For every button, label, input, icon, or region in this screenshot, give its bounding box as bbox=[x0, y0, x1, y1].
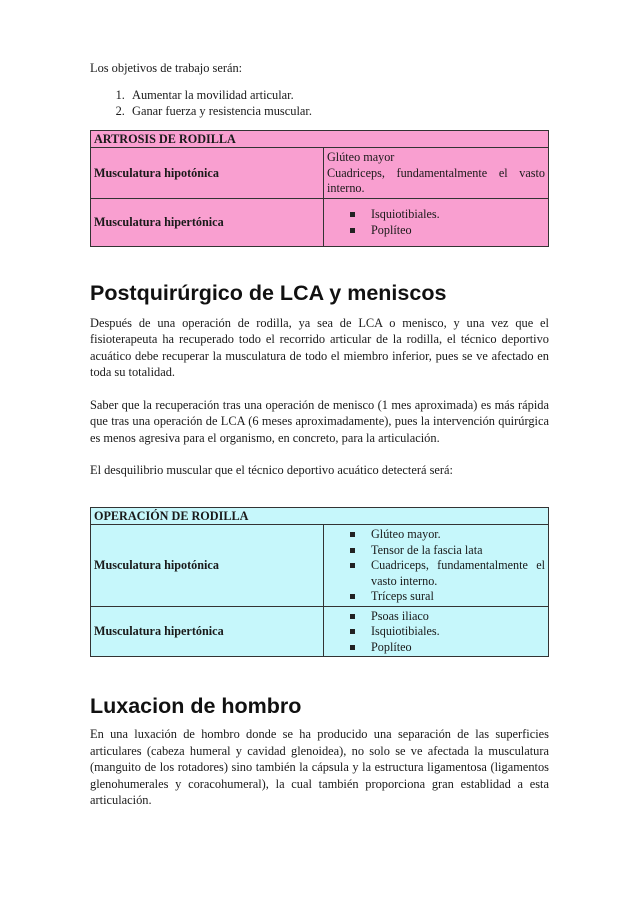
artrosis-hipertonica-cell bbox=[324, 198, 549, 246]
objective-item: 2. Ganar fuerza y resistencia muscular. bbox=[128, 103, 549, 120]
muscle-item: Isquiotibiales. bbox=[327, 207, 545, 223]
artrosis-hipertonica-label: Musculatura hipertónica bbox=[91, 198, 324, 246]
muscle-list bbox=[327, 207, 545, 238]
muscle-item: Tríceps sural bbox=[327, 589, 545, 605]
muscle-item: Tensor de la fascia lata bbox=[327, 543, 545, 559]
muscle-list bbox=[327, 527, 545, 605]
operacion-hipertonica-label: Musculatura hipertónica bbox=[91, 606, 324, 657]
operacion-table bbox=[90, 507, 549, 658]
hombro-paragraph-1: En una luxación de hombro donde se ha producido una separación de las superficies articulares (cabeza humeral y cavidad glenoidea), no solo se ve afectada la musculatura (manguito de los rotadores) sino también la cápsula y la estructura ligamentosa (ligamentos glenohumerales y coracohumeral), la cual también proporciona gran establidad a esta articulación. bbox=[90, 727, 549, 807]
muscle-item: Poplíteo bbox=[327, 223, 545, 239]
objectives-intro: Los objetivos de trabajo serán: bbox=[90, 61, 243, 75]
muscle-item: Poplíteo bbox=[327, 640, 545, 656]
artrosis-hipotonica-label: Musculatura hipotónica bbox=[91, 148, 324, 199]
artrosis-hipotonica-cell bbox=[324, 148, 549, 199]
muscle-list bbox=[327, 609, 545, 656]
section-title-lca: Postquirúrgico de LCA y meniscos bbox=[90, 280, 447, 305]
section-title-hombro: Luxacion de hombro bbox=[90, 694, 302, 718]
artrosis-table-header: ARTROSIS DE RODILLA bbox=[91, 130, 549, 148]
muscle-item: Glúteo mayor. bbox=[327, 527, 545, 543]
document-page bbox=[90, 60, 549, 809]
objectives-list bbox=[90, 87, 549, 120]
lca-paragraph-3: El desquilibrio muscular que el técnico deportivo acuático detecterá será: bbox=[90, 463, 453, 477]
muscle-line: Glúteo mayor bbox=[327, 150, 395, 164]
muscle-item: Psoas iliaco bbox=[327, 609, 545, 625]
operacion-hipotonica-cell bbox=[324, 525, 549, 607]
lca-paragraph-2: Saber que la recuperación tras una operación de menisco (1 mes aproximada) es más rápida que tras una operación de LCA (6 meses aproximadamente), pues la intervención quirúrgica es menos agresiva para el organismo, en concreto, para la articulación. bbox=[90, 397, 549, 445]
operacion-hipotonica-label: Musculatura hipotónica bbox=[91, 525, 324, 607]
muscle-line: Cuadriceps, fundamentalmente el vasto interno. bbox=[327, 165, 545, 195]
artrosis-table bbox=[90, 130, 549, 247]
lca-paragraph-1: Después de una operación de rodilla, ya sea de LCA o menisco, y una vez que el fisioterapeuta ha recuperado todo el recorrido articular de la rodilla, el técnico deportivo acuático debe recuperar la musculatura de todo el miembro inferior, pues se ve afectado en toda su totalidad. bbox=[90, 315, 549, 379]
muscle-item: Cuadriceps, fundamentalmente el vasto interno. bbox=[327, 558, 545, 589]
operacion-hipertonica-cell bbox=[324, 606, 549, 657]
muscle-item: Isquiotibiales. bbox=[327, 624, 545, 640]
objective-item: 1. Aumentar la movilidad articular. bbox=[128, 87, 549, 104]
operacion-table-header: OPERACIÓN DE RODILLA bbox=[91, 507, 549, 525]
